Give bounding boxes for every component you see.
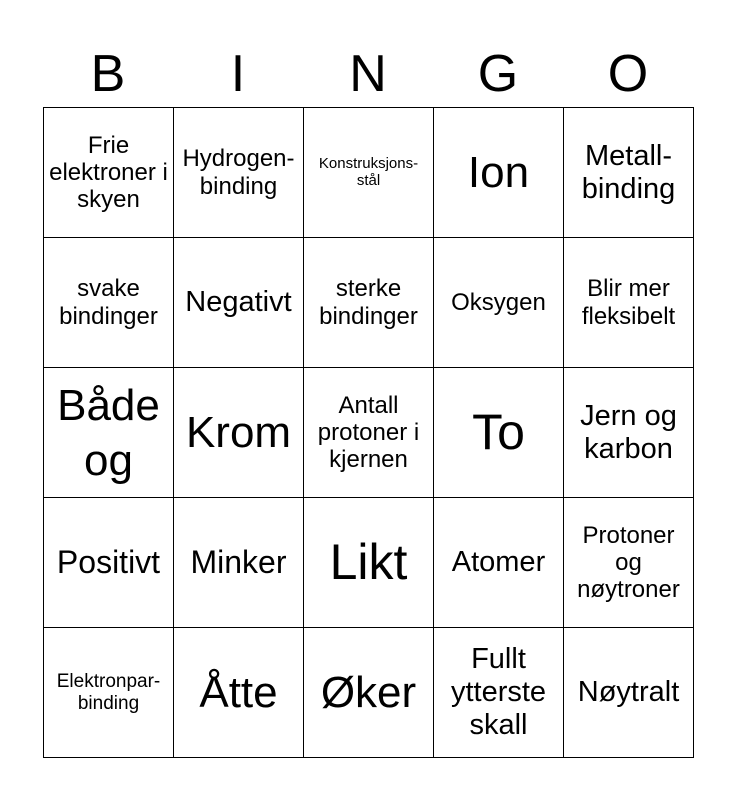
bingo-cell[interactable]: Elektronpar-binding [44, 628, 174, 758]
bingo-cell[interactable]: Likt [304, 498, 434, 628]
board-row-1 [44, 108, 694, 238]
board-row-2 [44, 238, 694, 368]
bingo-cell[interactable]: Antall protoner i kjernen [304, 368, 434, 498]
bingo-cell[interactable]: Minker [174, 498, 304, 628]
bingo-cell[interactable]: svake bindinger [44, 238, 174, 368]
bingo-cell[interactable]: Positivt [44, 498, 174, 628]
bingo-cell[interactable]: Konstruksjons-stål [304, 108, 434, 238]
bingo-header [43, 40, 693, 108]
bingo-cell[interactable]: Ion [434, 108, 564, 238]
bingo-cell[interactable]: To [434, 368, 564, 498]
board-row-3 [44, 368, 694, 498]
bingo-cell[interactable]: Krom [174, 368, 304, 498]
bingo-cell[interactable]: Åtte [174, 628, 304, 758]
header-letter-n: N [349, 45, 387, 103]
bingo-cell[interactable]: Metall-binding [564, 108, 694, 238]
header-letter-b: B [90, 45, 126, 103]
bingo-cell[interactable]: Jern og karbon [564, 368, 694, 498]
bingo-board [43, 107, 694, 758]
header-letter-o: O [607, 45, 649, 103]
bingo-cell[interactable]: Hydrogen-binding [174, 108, 304, 238]
header-letter-i: I [230, 45, 246, 103]
bingo-cell[interactable]: Blir mer fleksibelt [564, 238, 694, 368]
bingo-cell[interactable]: Frie elektroner i skyen [44, 108, 174, 238]
header-letter-g: G [477, 45, 519, 103]
bingo-cell[interactable]: Oksygen [434, 238, 564, 368]
bingo-cell[interactable]: Fullt ytterste skall [434, 628, 564, 758]
bingo-cell[interactable]: Negativt [174, 238, 304, 368]
board-row-5 [44, 628, 694, 758]
bingo-cell[interactable]: Protoner og nøytroner [564, 498, 694, 628]
bingo-cell[interactable]: Nøytralt [564, 628, 694, 758]
bingo-cell[interactable]: Atomer [434, 498, 564, 628]
bingo-cell[interactable]: Øker [304, 628, 434, 758]
bingo-cell[interactable]: sterke bindinger [304, 238, 434, 368]
board-row-4 [44, 498, 694, 628]
bingo-cell[interactable]: Både og [44, 368, 174, 498]
